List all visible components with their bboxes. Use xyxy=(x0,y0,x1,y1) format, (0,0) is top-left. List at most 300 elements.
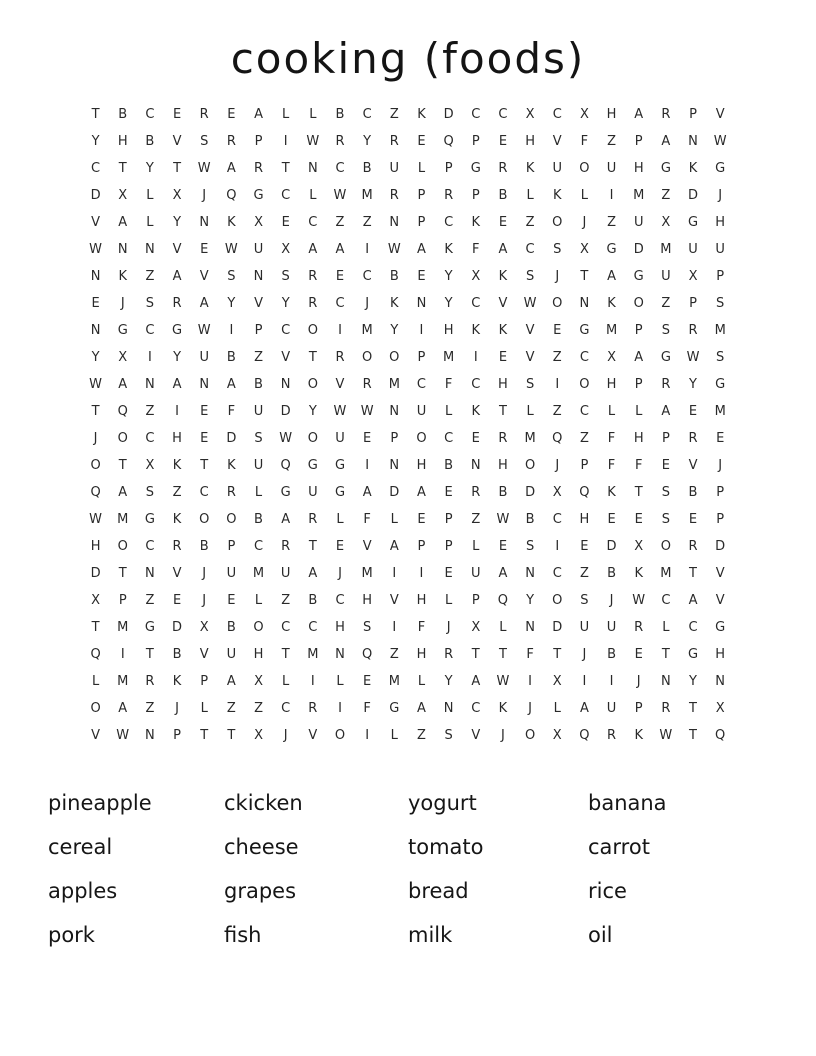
grid-letter: B xyxy=(607,566,616,581)
grid-row xyxy=(82,290,734,317)
grid-letter: L xyxy=(91,674,100,689)
grid-letter: Q xyxy=(579,485,590,500)
grid-letter: C xyxy=(579,404,589,419)
grid-row xyxy=(82,695,734,722)
grid-letter: P xyxy=(689,107,697,122)
grid-letter: I xyxy=(473,350,478,365)
grid-letter: E xyxy=(498,539,508,554)
grid-letter: J xyxy=(338,566,342,581)
grid-letter: W xyxy=(333,188,347,203)
grid-letter: T xyxy=(118,458,127,473)
grid-letter: C xyxy=(145,323,155,338)
grid-letter: R xyxy=(335,350,345,365)
grid-letter: X xyxy=(254,215,263,230)
grid-letter: C xyxy=(308,215,318,230)
grid-letter: S xyxy=(661,323,670,338)
grid-letter: R xyxy=(281,539,291,554)
grid-letter: H xyxy=(633,431,644,446)
grid-letter: T xyxy=(308,350,317,365)
grid-letter: I xyxy=(555,539,560,554)
grid-letter: E xyxy=(498,215,508,230)
grid-letter: T xyxy=(689,728,697,743)
grid-letter: D xyxy=(552,620,563,635)
grid-letter: L xyxy=(146,215,154,230)
grid-letter: Z xyxy=(145,269,155,284)
grid-letter: N xyxy=(335,647,345,662)
grid-letter: U xyxy=(335,431,345,446)
grid-letter: A xyxy=(607,269,616,284)
grid-letter: L xyxy=(417,161,426,176)
grid-letter: B xyxy=(226,620,236,635)
grid-letter: M xyxy=(361,566,373,581)
grid-letter: J xyxy=(202,566,207,581)
grid-letter: T xyxy=(689,566,697,581)
grid-letter: G xyxy=(117,323,128,338)
grid-letter: T xyxy=(118,161,127,176)
grid-letter: P xyxy=(471,188,480,203)
grid-letter: E xyxy=(580,539,589,554)
grid-letter: Y xyxy=(390,323,399,338)
word-column xyxy=(588,781,768,957)
grid-letter: R xyxy=(661,107,671,122)
grid-letter: I xyxy=(147,350,152,365)
grid-letter: O xyxy=(524,728,536,743)
grid-letter: E xyxy=(200,242,209,257)
grid-letter: J xyxy=(120,296,125,311)
grid-row xyxy=(82,236,734,263)
grid-letter: B xyxy=(498,188,508,203)
word-item: ckicken xyxy=(224,791,303,815)
grid-letter: T xyxy=(553,647,562,662)
grid-letter: E xyxy=(363,674,372,689)
grid-letter: N xyxy=(579,296,590,311)
grid-letter: X xyxy=(607,350,616,365)
grid-letter: H xyxy=(715,215,726,230)
grid-letter: H xyxy=(117,134,128,149)
grid-letter: T xyxy=(281,161,290,176)
grid-letter: K xyxy=(471,323,481,338)
grid-letter: A xyxy=(199,296,209,311)
grid-letter: C xyxy=(498,107,508,122)
grid-letter: D xyxy=(525,485,536,500)
grid-letter: U xyxy=(606,620,617,635)
grid-letter: C xyxy=(199,485,209,500)
grid-letter: L xyxy=(336,512,344,527)
grid-letter: A xyxy=(688,593,698,608)
grid-letter: A xyxy=(281,512,291,527)
grid-letter: F xyxy=(472,242,480,257)
grid-letter: K xyxy=(227,458,236,473)
word-item: apples xyxy=(48,879,118,903)
grid-letter: R xyxy=(498,161,508,176)
grid-letter: W xyxy=(632,593,646,608)
grid-letter: E xyxy=(335,539,345,554)
grid-letter: Z xyxy=(607,134,616,149)
grid-letter: G xyxy=(280,485,291,500)
grid-letter: P xyxy=(254,134,263,149)
grid-row xyxy=(82,560,734,587)
grid-row xyxy=(82,668,734,695)
grid-letter: C xyxy=(525,242,535,257)
grid-letter: V xyxy=(172,242,182,257)
grid-letter: M xyxy=(714,323,726,338)
grid-letter: W xyxy=(713,134,727,149)
grid-letter: R xyxy=(471,485,481,500)
grid-letter: O xyxy=(552,593,563,608)
grid-row xyxy=(82,101,734,128)
grid-letter: P xyxy=(200,674,209,689)
grid-letter: E xyxy=(661,458,670,473)
grid-letter: U xyxy=(633,215,644,230)
grid-letter: G xyxy=(307,458,318,473)
grid-letter: A xyxy=(579,701,589,716)
grid-row xyxy=(82,344,734,371)
grid-letter: Q xyxy=(497,593,509,608)
grid-letter: J xyxy=(718,188,723,203)
grid-letter: R xyxy=(335,134,345,149)
grid-letter: E xyxy=(91,296,100,311)
grid-letter: Z xyxy=(335,215,345,230)
grid-letter: B xyxy=(389,269,399,284)
grid-letter: H xyxy=(715,647,726,662)
grid-letter: O xyxy=(307,377,318,392)
grid-letter: P xyxy=(173,728,181,743)
grid-letter: P xyxy=(716,485,725,500)
grid-letter: V xyxy=(471,728,481,743)
grid-letter: J xyxy=(636,674,641,689)
grid-letter: L xyxy=(553,701,561,716)
grid-letter: V xyxy=(525,323,535,338)
grid-letter: V xyxy=(254,296,263,311)
grid-letter: B xyxy=(362,161,372,176)
grid-letter: M xyxy=(361,188,373,203)
grid-letter: S xyxy=(661,485,670,500)
grid-letter: U xyxy=(389,161,400,176)
grid-letter: B xyxy=(226,350,236,365)
grid-letter: V xyxy=(525,350,535,365)
grid-letter: W xyxy=(116,728,130,743)
grid-letter: W xyxy=(89,377,102,392)
grid-letter: B xyxy=(172,647,182,662)
grid-letter: Z xyxy=(579,431,589,446)
grid-letter: T xyxy=(498,404,507,419)
grid-letter: N xyxy=(199,215,210,230)
grid-letter: I xyxy=(419,323,424,338)
grid-letter: D xyxy=(389,485,400,500)
grid-letter: X xyxy=(552,674,562,689)
grid-letter: L xyxy=(309,188,317,203)
grid-letter: E xyxy=(688,404,698,419)
grid-letter: I xyxy=(392,566,397,581)
grid-letter: C xyxy=(281,323,291,338)
grid-letter: I xyxy=(310,674,315,689)
grid-letter: M xyxy=(524,431,536,446)
grid-letter: Z xyxy=(389,647,399,662)
grid-letter: R xyxy=(498,431,508,446)
grid-letter: Q xyxy=(579,728,590,743)
grid-letter: R xyxy=(308,296,318,311)
grid-letter: C xyxy=(552,107,562,122)
grid-letter: H xyxy=(416,458,427,473)
grid-letter: I xyxy=(582,674,587,689)
grid-row xyxy=(82,155,734,182)
grid-letter: K xyxy=(172,512,182,527)
grid-letter: L xyxy=(336,674,344,689)
grid-letter: Y xyxy=(281,296,290,311)
word-item: banana xyxy=(588,791,667,815)
grid-letter: X xyxy=(579,242,589,257)
grid-letter: R xyxy=(661,701,671,716)
grid-letter: K xyxy=(634,728,643,743)
grid-letter: F xyxy=(227,404,236,419)
grid-letter: N xyxy=(117,242,128,257)
grid-letter: H xyxy=(498,377,508,392)
grid-letter: N xyxy=(199,377,210,392)
grid-letter: J xyxy=(283,728,288,743)
grid-letter: N xyxy=(688,134,698,149)
grid-letter: R xyxy=(308,512,318,527)
word-search-grid xyxy=(82,101,734,749)
grid-letter: U xyxy=(606,161,617,176)
grid-letter: K xyxy=(688,161,698,176)
grid-letter: P xyxy=(390,431,399,446)
grid-letter: H xyxy=(633,161,644,176)
grid-row xyxy=(82,263,734,290)
grid-letter: K xyxy=(634,566,643,581)
grid-letter: O xyxy=(90,458,101,473)
grid-letter: M xyxy=(117,620,129,635)
grid-letter: I xyxy=(365,728,370,743)
grid-letter: P xyxy=(661,431,670,446)
word-item: grapes xyxy=(224,879,297,903)
grid-letter: P xyxy=(417,188,426,203)
grid-letter: G xyxy=(715,377,726,392)
grid-letter: M xyxy=(388,674,400,689)
grid-letter: R xyxy=(389,134,399,149)
grid-letter: P xyxy=(254,323,263,338)
grid-letter: C xyxy=(91,161,101,176)
grid-letter: P xyxy=(689,296,697,311)
grid-letter: Z xyxy=(471,512,481,527)
grid-letter: L xyxy=(254,593,263,608)
word-item: oil xyxy=(588,923,613,947)
grid-letter: X xyxy=(715,701,725,716)
grid-letter: C xyxy=(444,431,454,446)
grid-letter: C xyxy=(335,296,345,311)
grid-row xyxy=(82,479,734,506)
grid-letter: Y xyxy=(689,674,697,689)
grid-letter: I xyxy=(283,134,288,149)
grid-letter: R xyxy=(226,485,236,500)
grid-letter: U xyxy=(688,242,698,257)
grid-letter: E xyxy=(200,431,209,446)
grid-letter: A xyxy=(254,107,263,122)
grid-letter: U xyxy=(579,620,590,635)
grid-letter: O xyxy=(579,377,590,392)
grid-letter: Y xyxy=(173,350,182,365)
grid-letter: A xyxy=(417,242,426,257)
word-item: tomato xyxy=(408,835,484,859)
grid-letter: U xyxy=(253,458,264,473)
grid-letter: R xyxy=(172,539,182,554)
grid-letter: H xyxy=(606,377,617,392)
grid-letter: X xyxy=(471,269,481,284)
grid-letter: O xyxy=(117,431,128,446)
grid-letter: C xyxy=(552,566,562,581)
grid-letter: Z xyxy=(145,701,155,716)
grid-letter: P xyxy=(118,593,127,608)
word-item: pineapple xyxy=(48,791,152,815)
grid-letter: T xyxy=(281,647,290,662)
grid-letter: P xyxy=(716,269,725,284)
grid-letter: S xyxy=(525,539,535,554)
grid-letter: B xyxy=(607,647,616,662)
grid-letter: E xyxy=(444,566,453,581)
grid-letter: B xyxy=(254,512,263,527)
grid-letter: W xyxy=(523,296,537,311)
grid-letter: X xyxy=(254,728,263,743)
grid-letter: Y xyxy=(526,593,535,608)
grid-letter: P xyxy=(444,161,453,176)
grid-letter: Y xyxy=(227,296,236,311)
grid-letter: J xyxy=(202,188,207,203)
grid-letter: R xyxy=(362,377,372,392)
grid-letter: P xyxy=(417,350,426,365)
grid-letter: M xyxy=(633,188,645,203)
grid-letter: L xyxy=(390,512,398,527)
grid-letter: T xyxy=(634,485,643,500)
grid-letter: U xyxy=(226,647,237,662)
grid-letter: E xyxy=(417,512,426,527)
grid-letter: F xyxy=(607,431,616,446)
grid-letter: E xyxy=(498,350,508,365)
grid-letter: W xyxy=(306,134,320,149)
grid-letter: C xyxy=(688,620,698,635)
grid-letter: I xyxy=(365,458,370,473)
grid-letter: T xyxy=(91,107,100,122)
grid-letter: C xyxy=(471,107,481,122)
grid-letter: O xyxy=(660,539,671,554)
grid-letter: A xyxy=(661,134,671,149)
grid-letter: L xyxy=(146,188,154,203)
grid-letter: H xyxy=(443,323,454,338)
grid-letter: C xyxy=(444,215,454,230)
grid-letter: J xyxy=(202,593,207,608)
grid-letter: G xyxy=(687,215,699,230)
grid-letter: J xyxy=(582,647,587,662)
grid-letter: C xyxy=(579,350,589,365)
grid-letter: I xyxy=(419,566,424,581)
grid-letter: C xyxy=(471,377,481,392)
grid-letter: R xyxy=(444,188,454,203)
grid-letter: Z xyxy=(281,593,291,608)
grid-letter: F xyxy=(580,134,589,149)
grid-letter: N xyxy=(416,296,427,311)
grid-letter: P xyxy=(444,512,453,527)
grid-letter: E xyxy=(716,431,725,446)
grid-letter: O xyxy=(199,512,210,527)
grid-letter: K xyxy=(172,674,182,689)
grid-letter: T xyxy=(471,647,480,662)
grid-letter: O xyxy=(579,161,590,176)
grid-letter: A xyxy=(118,215,128,230)
grid-letter: P xyxy=(444,539,453,554)
grid-letter: E xyxy=(634,512,643,527)
grid-letter: N xyxy=(145,242,155,257)
grid-letter: S xyxy=(145,485,155,500)
grid-letter: E xyxy=(281,215,290,230)
word-item: pork xyxy=(48,923,95,947)
grid-letter: I xyxy=(555,377,560,392)
grid-row xyxy=(82,128,734,155)
grid-letter: V xyxy=(715,593,725,608)
grid-letter: O xyxy=(389,350,400,365)
grid-letter: P xyxy=(634,377,643,392)
grid-letter: D xyxy=(443,107,454,122)
grid-letter: O xyxy=(552,296,563,311)
grid-letter: Z xyxy=(226,701,236,716)
grid-letter: U xyxy=(416,404,427,419)
grid-letter: T xyxy=(689,701,697,716)
word-column xyxy=(224,781,408,957)
grid-letter: M xyxy=(660,242,672,257)
grid-letter: X xyxy=(525,107,535,122)
grid-letter: R xyxy=(389,188,399,203)
grid-letter: N xyxy=(715,674,726,689)
grid-letter: B xyxy=(199,539,209,554)
grid-letter: Z xyxy=(579,566,589,581)
grid-letter: K xyxy=(118,269,127,284)
grid-letter: K xyxy=(498,701,508,716)
grid-letter: A xyxy=(308,566,318,581)
grid-letter: Z xyxy=(417,728,426,743)
grid-letter: D xyxy=(606,539,617,554)
grid-letter: A xyxy=(362,485,372,500)
grid-letter: V xyxy=(688,458,698,473)
grid-letter: R xyxy=(444,647,454,662)
grid-letter: H xyxy=(416,647,427,662)
grid-letter: Y xyxy=(308,404,317,419)
grid-letter: I xyxy=(229,323,234,338)
grid-letter: K xyxy=(444,242,453,257)
grid-letter: X xyxy=(688,269,698,284)
grid-letter: J xyxy=(528,701,532,716)
grid-letter: U xyxy=(471,566,481,581)
grid-letter: X xyxy=(118,350,128,365)
grid-letter: L xyxy=(200,701,208,716)
grid-letter: P xyxy=(634,323,643,338)
grid-letter: T xyxy=(200,728,209,743)
grid-letter: N xyxy=(525,620,535,635)
grid-letter: P xyxy=(634,701,643,716)
grid-letter: L xyxy=(282,107,290,122)
grid-letter: G xyxy=(687,647,699,662)
grid-letter: J xyxy=(93,431,98,446)
grid-letter: K xyxy=(552,188,562,203)
grid-letter: K xyxy=(227,215,236,230)
grid-letter: X xyxy=(118,188,128,203)
grid-letter: G xyxy=(579,323,590,338)
grid-letter: W xyxy=(333,404,347,419)
grid-letter: V xyxy=(199,269,209,284)
grid-letter: W xyxy=(360,404,374,419)
grid-letter: Z xyxy=(552,350,562,365)
grid-row xyxy=(82,533,734,560)
grid-letter: B xyxy=(254,377,263,392)
grid-letter: E xyxy=(200,404,209,419)
grid-letter: X xyxy=(552,485,562,500)
grid-letter: L xyxy=(417,674,426,689)
